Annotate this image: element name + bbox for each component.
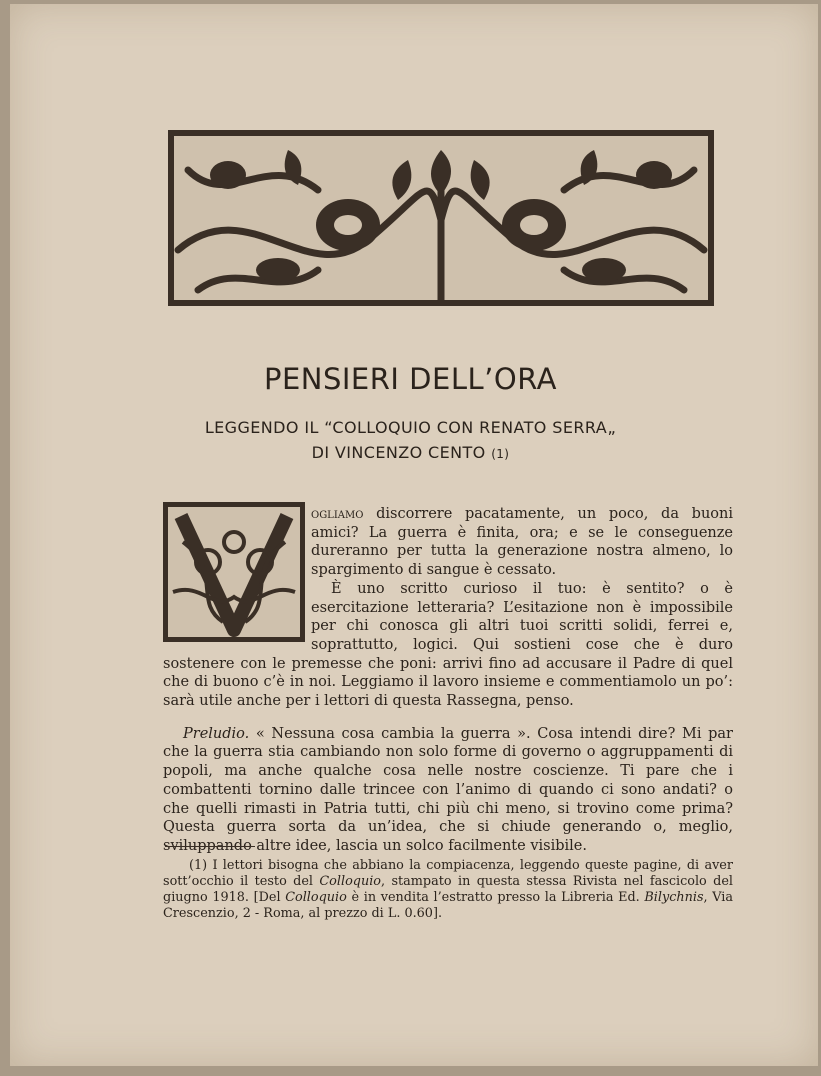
paragraph-1-small-caps: ogliamo [311, 506, 364, 522]
page-title: PENSIERI DELL’ORA [263, 362, 558, 396]
subtitle: LEGGENDO IL “COLLOQUIO CON RENATO SERRA„ [204, 418, 617, 437]
author-line [0, 443, 821, 462]
article-body [163, 505, 733, 856]
footnote-italic: Colloquio [285, 890, 347, 905]
footnote-italic: Colloquio [319, 874, 382, 889]
footnote-part: , Via Crescenzio, 2 - Roma, al prezzo di L. 0.60]. [163, 890, 734, 921]
paragraph-2: È uno scritto curioso il tuo: è sentito? o è esercitazione letteraria? L’esitazione non è impossibile per chi conosca gli altri tuoi scritti solidi, ferrei e, soprattutto, logici. Qui sostieni cose che è duro sostenere con le premesse che poni: arrivi fino ad accusare il Padre di quel che di buono c’è in noi. Leggiamo il lavoro insieme e commentiamolo un po’: sarà utile anche per i lettori di questa Rassegna, penso. [163, 580, 733, 710]
footnote-italic: Bilychnis [644, 890, 704, 905]
footnote-part: è in vendita l’estratto presso la Libreria Ed. [346, 890, 645, 905]
footnote-ref: (1) [491, 447, 510, 461]
author: DI VINCENZO CENTO [311, 443, 486, 462]
footnote-divider [165, 846, 255, 847]
paragraph-3-text: « Nessuna cosa cambia la guerra ». Cosa intendi dire? Mi par che la guerra stia cambiando non solo forme di governo o aggruppamenti di popoli, ma anche qualche cosa nelle nostre coscienze. Ti pare che i combattenti tornino dalle trincee con l’animo di quando ci sono andati? o che quelli rimasti in Patria tutti, chi più chi meno, si trovino come prima? Questa guerra sorta da un’idea, che si chiude generando o, meglio, sviluppando altre idee, lascia un solco facilmente visibile. [163, 725, 733, 854]
footnote-part: (1) I lettori bisogna che abbiano la compiacenza, leggendo queste pagine, di aver sott’occhio il testo del [163, 858, 733, 889]
paragraph-3-lead: Preludio. [183, 725, 250, 742]
footnote [163, 858, 733, 922]
paragraph-3 [163, 725, 733, 856]
floral-headpiece-icon [168, 130, 714, 306]
paragraph-1-text: discorrere pacatamente, un poco, da buoni amici? La guerra è finita, ora; e se le conseguenze dureranno per tutta la generazione nostra almeno, lo spargimento di sangue è cessato. [311, 506, 733, 579]
footnote-part: , stampato in questa stessa Rivista nel fascicolo del giugno 1918. [Del [163, 874, 733, 905]
